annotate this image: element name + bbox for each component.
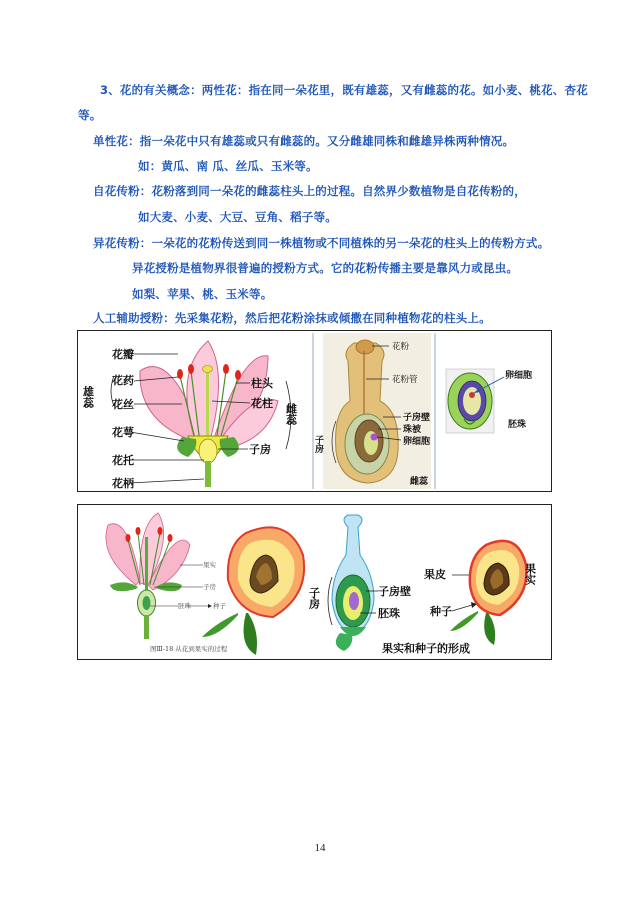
flower-illustration <box>140 341 278 487</box>
label-sepal: 花萼 <box>112 426 134 439</box>
label-egg-cell: 卵细胞 <box>403 437 431 447</box>
concept-line-1: 3、花的有关概念：两性花：指在同一朵花里，既有雄蕊，又有雌蕊的花。如小麦、桃花、杏花 <box>100 83 588 97</box>
label-left-ovary: 子房 <box>203 583 216 591</box>
self-pollination-line: 自花传粉：花粉落到同一朵花的雌蕊柱头上的过程。自然界少数植物是自花传粉的， <box>93 184 526 198</box>
artificial-pollination-line: 人工辅助授粉：先采集花粉，然后把花粉涂抹或倾撒在同种植物花的柱头上。 <box>93 311 491 325</box>
unisexual-examples-line: 如：黄瓜、南 瓜、丝瓜、玉米等。 <box>138 159 318 173</box>
label-pollen: 花粉 <box>392 342 410 352</box>
label-receptacle: 花托 <box>112 454 134 467</box>
label-pollen-tube: 花粉管 <box>392 375 418 385</box>
left-peach-illustration <box>202 527 304 655</box>
label-stamen: 雄蕊 <box>81 386 95 408</box>
right-pistil-illustration <box>332 515 374 651</box>
label-petal: 花瓣 <box>112 348 134 361</box>
label-right-ovary: 子房 <box>307 587 321 609</box>
flower-structure-figure <box>77 330 552 492</box>
label-left-fruit: 果实 <box>203 561 216 569</box>
label-pistil-ovary: 子房 <box>313 435 323 453</box>
label-anther: 花药 <box>112 374 134 387</box>
label-left-seed: 种子 <box>213 602 226 610</box>
cross-pollination-note: 异花授粉是植物界很普遍的授粉方式。它的花粉传播主要是靠风力或昆虫。 <box>132 261 519 275</box>
cross-pollination-examples: 如梨、苹果、桃、玉米等。 <box>132 287 273 301</box>
label-filament: 花丝 <box>112 398 134 411</box>
label-ovule-egg: 卵细胞 <box>505 371 533 381</box>
label-right-pericarp: 果皮 <box>424 568 446 581</box>
label-pedicel: 花柄 <box>112 477 134 490</box>
left-flower-illustration <box>106 513 190 639</box>
concept-line-2: 等。 <box>78 108 102 122</box>
label-ovary: 子房 <box>249 443 271 456</box>
label-stigma: 柱头 <box>251 377 273 390</box>
label-right-fruit: 果实 <box>523 563 537 585</box>
label-integument: 珠被 <box>403 425 422 435</box>
label-left-ovule: 胚珠 <box>178 602 191 610</box>
label-style: 花柱 <box>251 397 273 410</box>
self-pollination-examples: 如大麦、小麦、大豆、豆角、稻子等。 <box>138 210 337 224</box>
label-ovule: 胚珠 <box>508 420 527 430</box>
right-caption: 果实和种子的形成 <box>382 642 470 655</box>
fruit-formation-diagram <box>78 505 551 659</box>
cross-pollination-line: 异花传粉：一朵花的花粉传送到同一株植物或不同植株的另一朵花的柱头上的传粉方式。 <box>93 236 550 250</box>
right-peach-illustration <box>450 541 526 645</box>
label-pistil: 雌蕊 <box>284 403 298 425</box>
left-caption: 图Ⅲ-18 从花到果实的过程 <box>150 645 228 653</box>
label-right-ovary-wall: 子房壁 <box>378 585 411 598</box>
unisexual-flower-line: 单性花：指一朵花中只有雄蕊或只有雌蕊的。又分雌雄同株和雌雄异株两种情况。 <box>93 134 515 148</box>
label-ovary-wall: 子房壁 <box>403 413 431 423</box>
label-right-ovule: 胚珠 <box>378 607 400 620</box>
ovule-illustration <box>446 369 494 433</box>
label-right-seed: 种子 <box>430 605 452 618</box>
page-number: 14 <box>314 842 326 854</box>
label-pistil-caption: 雌蕊 <box>410 477 429 487</box>
fruit-formation-figure <box>77 504 552 660</box>
flower-structure-diagram <box>78 331 551 491</box>
pistil-illustration <box>323 333 431 489</box>
